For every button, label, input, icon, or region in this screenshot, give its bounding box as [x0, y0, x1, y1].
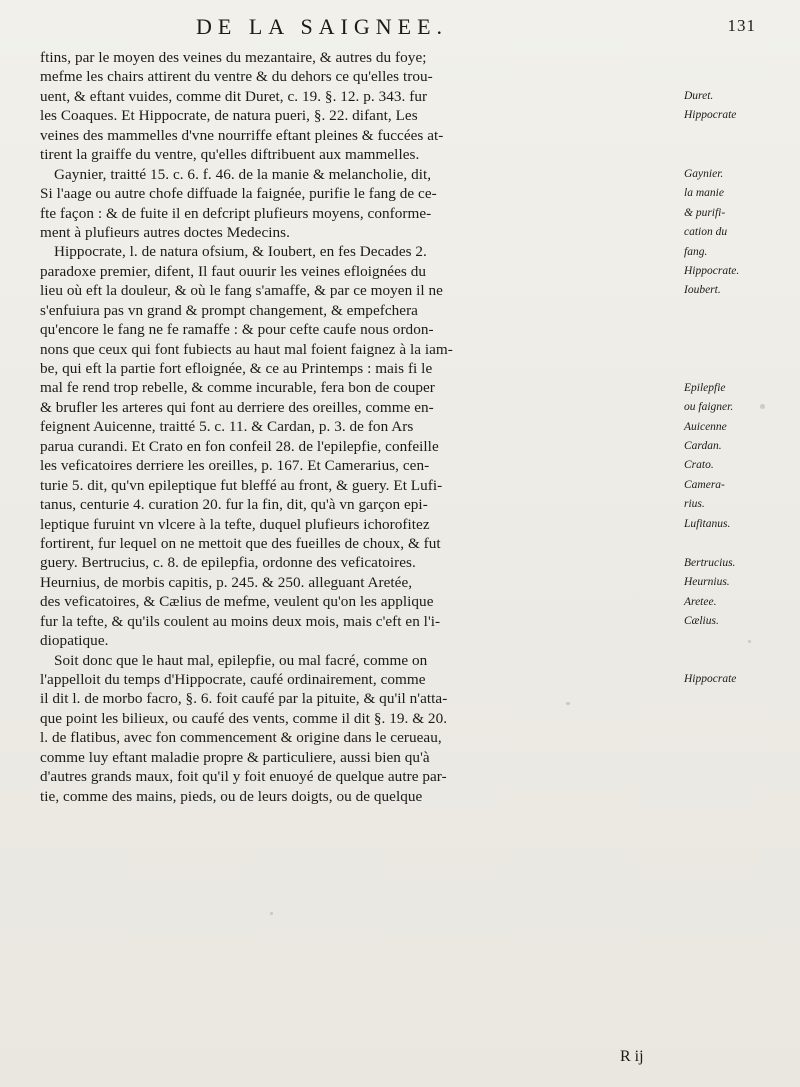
margin-note: Bertrucius. [684, 556, 736, 569]
text-line: tirent la graiffe du ventre, qu'elles diftribuent aux mammelles. [40, 146, 420, 164]
margin-note: & purifi- [684, 206, 726, 219]
margin-note: Camera- [684, 478, 725, 491]
text-line: ftins, par le moyen des veines du mezantaire, & autres du foye; [40, 49, 427, 66]
margin-note: cation du [684, 226, 728, 239]
running-title: DE LA SAIGNEE. [196, 14, 449, 39]
margin-note: Ioubert. [684, 284, 721, 297]
text-line: veines des mammelles d'vne nourriffe eftant pleines & fuccées at- [40, 126, 444, 144]
margin-note: Cardan. [684, 440, 722, 452]
text-line: comme luy eftant maladie propre & particuliere, aussi bien qu'à [40, 748, 430, 766]
text-line: uent, & eftant vuides, comme dit Duret, c. 19. §. 12. p. 343. fur [40, 87, 428, 105]
text-line: lieu où eft la douleur, & où le fang s'amaffe, & par ce moyen il ne [40, 282, 443, 300]
margin-note: Hippocrate. [684, 264, 740, 277]
text-line: s'enfuiura pas vn grand & prompt changement, & empefchera [40, 301, 418, 319]
page-number: 131 [727, 16, 756, 35]
text-line: il dit l. de morbo facro, §. 6. foit caufé par la pituite, & qu'il n'atta- [40, 690, 448, 708]
text-line: Hippocrate, l. de natura ofsium, & Ioubert, en fes Decades 2. [54, 243, 427, 261]
text-line: & brufler les arteres qui font au derriere des oreilles, comme en- [40, 398, 434, 416]
paper-speck [760, 404, 765, 409]
main-text-block [40, 48, 680, 806]
paper-speck [748, 640, 751, 643]
text-line: nons que ceux qui font fubiects au haut mal foient faignez à la iam- [40, 340, 453, 358]
text-line: tanus, centurie 4. curation 20. fur la fin, dit, qu'à vn garçon epi- [40, 496, 428, 514]
text-line: mal fe rend trop rebelle, & comme incurable, fera bon de couper [40, 379, 435, 397]
text-line: fur la tefte, & qu'ils coulent au moins deux mois, mais c'eft en l'i- [40, 612, 441, 630]
margin-note: Hippocrate [684, 109, 737, 122]
text-line: turie 5. dit, qu'vn epileptique fut bleffé au front, & guery. Et Lufi- [40, 476, 443, 494]
margin-note: Heurnius. [684, 576, 730, 589]
page-header [196, 14, 756, 48]
text-line: tie, comme des mains, pieds, ou de leurs doigts, ou de quelque [40, 787, 423, 805]
margin-note: Crato. [684, 459, 714, 472]
text-line: guery. Bertrucius, c. 8. de epilepfia, ordonne des veficatoires. [40, 554, 416, 572]
text-line: qu'encore le fang ne fe ramaffe : & pour cefte caufe nous ordon- [40, 321, 434, 339]
text-line: parua curandi. Et Crato en fon confeil 28. de l'epilepfie, confeille [40, 437, 439, 455]
text-line: l'appelloit du temps d'Hippocrate, caufé ordinairement, comme [40, 671, 426, 688]
margin-note: Hippocrate [684, 673, 737, 686]
margin-note: Lufitanus. [684, 517, 731, 530]
text-line: ment à plufieurs autres doctes Medecins. [40, 223, 290, 241]
text-line: fortirent, fur lequel on ne mettoit que des fueilles de choux, & fut [40, 534, 441, 552]
text-line: fte façon : & de fuite il en defcript plufieurs moyens, conforme- [40, 204, 432, 222]
margin-note: Duret. [684, 89, 714, 102]
text-line: les veficatoires derriere les oreilles, p. 167. Et Camerarius, cen- [40, 457, 430, 475]
paper-speck [270, 912, 273, 915]
margin-note: rius. [684, 498, 705, 511]
text-line: les Coaques. Et Hippocrate, de natura pueri, §. 22. difant, Les [40, 107, 418, 125]
text-line: Heurnius, de morbis capitis, p. 245. & 250. alleguant Aretée, [40, 573, 413, 591]
text-line: be, qui eft la partie fort efloignée, & ce au Printemps : mais fi le [40, 360, 433, 377]
margin-note: Cælius. [684, 615, 719, 628]
text-line: leptique furuint vn vlcere à la tefte, duquel plufieurs ichorofitez [40, 515, 430, 533]
text-line: que point les bilieux, ou caufé des vents, comme il dit §. 19. & 20. [40, 709, 448, 727]
margin-note: Aretee. [684, 595, 717, 608]
text-line: d'autres grands maux, foit qu'il y foit enuoyé de quelque autre par- [40, 768, 447, 786]
margin-note: Gaynier. [684, 167, 724, 180]
margin-note: Auicenne [684, 420, 727, 433]
text-line: des veficatoires, & Cælius de mefme, veulent qu'on les applique [40, 593, 434, 611]
margin-note: Epilepfie [684, 381, 726, 394]
margin-note: ou faigner. [684, 401, 734, 414]
text-line: Si l'aage ou autre chofe diffuade la faignée, purifie le fang de ce- [40, 185, 437, 203]
text-line: feignent Auicenne, traitté 5. c. 11. & Cardan, p. 3. de fon Ars [40, 418, 414, 436]
catchword: R ij [620, 1048, 644, 1065]
text-line: mefme les chairs attirent du ventre & du dehors ce qu'elles trou- [40, 68, 433, 86]
margin-note: la manie [684, 187, 724, 200]
text-line: Gaynier, traitté 15. c. 6. f. 46. de la manie & melancholie, dit, [54, 165, 432, 183]
text-line: Soit donc que le haut mal, epilepfie, ou mal facré, comme on [54, 651, 428, 669]
margin-note: fang. [684, 245, 708, 258]
text-line: l. de flatibus, avec fon commencement & origine dans le cerueau, [40, 729, 442, 747]
text-line: paradoxe premier, difent, Il faut ouurir les veines efloignées du [40, 262, 426, 280]
text-line: diopatique. [40, 632, 109, 650]
paper-speck [566, 702, 570, 705]
